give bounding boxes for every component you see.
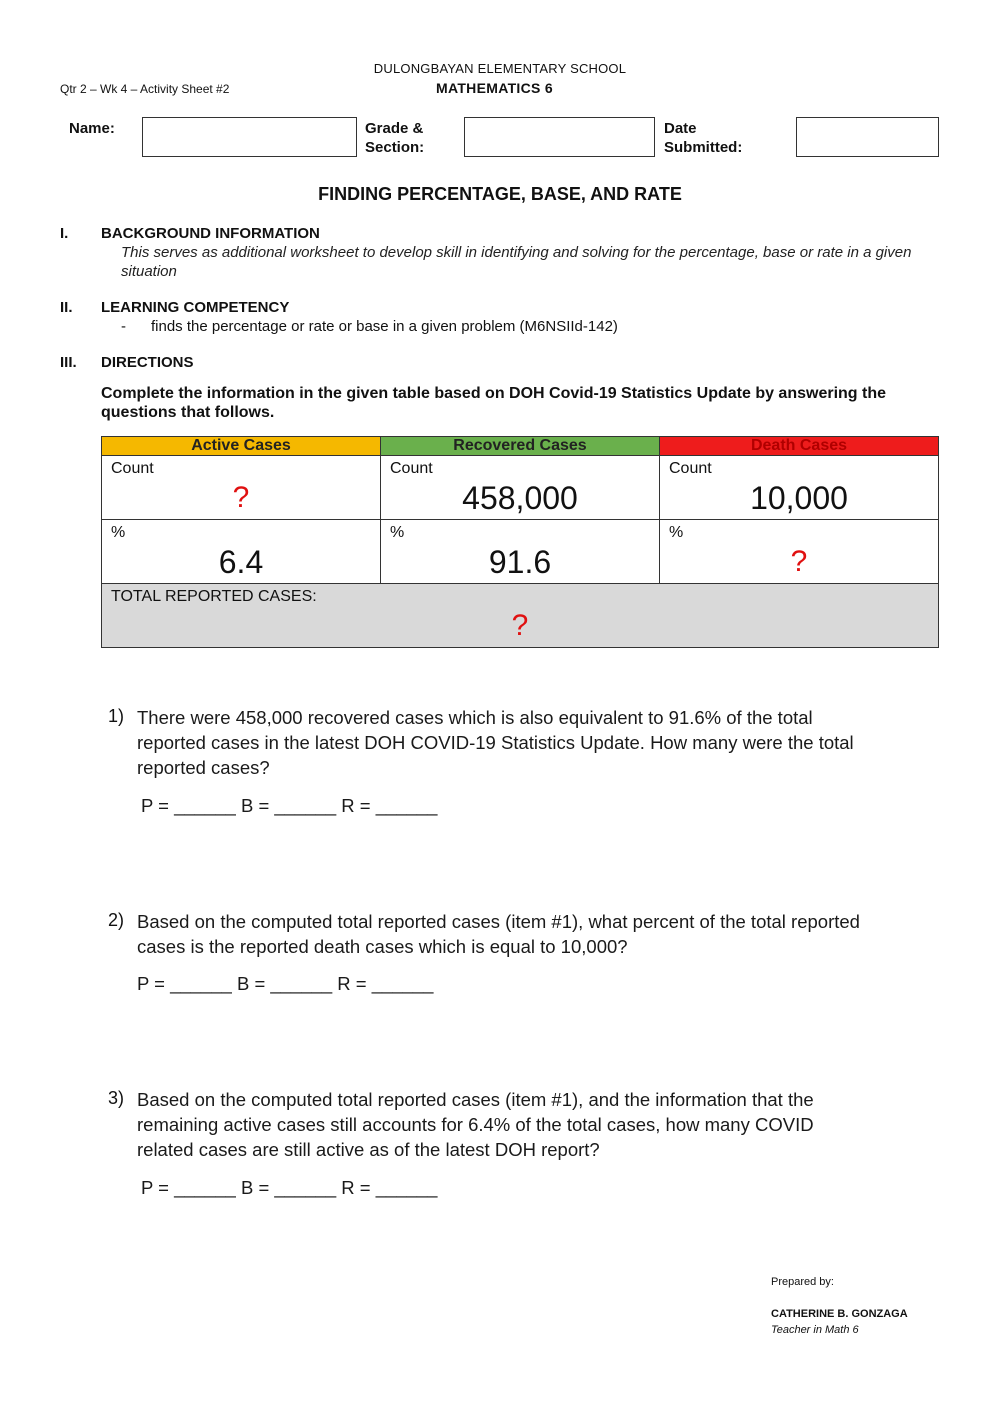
total-reported-cell: [102, 584, 939, 648]
section-2-number: II.: [60, 299, 73, 316]
question-1-line: reported cases in the latest DOH COVID-19 Statistics Update. How many were the total: [137, 732, 854, 753]
grade-section-field[interactable]: [464, 117, 655, 157]
total-reported-unknown: ?: [511, 609, 529, 642]
section-3-number: III.: [60, 354, 77, 371]
teacher-name: CATHERINE B. GONZAGA: [771, 1308, 908, 1320]
question-1-pbr-blanks[interactable]: P = ______ B = ______ R = ______: [141, 795, 438, 816]
percent-row: [102, 520, 939, 584]
count-label: Count: [390, 460, 433, 477]
active-percent-value: 6.4: [218, 544, 264, 580]
header-active-cases: Active Cases: [102, 437, 381, 456]
date-submitted-field[interactable]: [796, 117, 939, 157]
table-header-row: [102, 437, 939, 456]
section-2-heading: LEARNING COMPETENCY: [101, 299, 290, 316]
section-1-heading: BACKGROUND INFORMATION: [101, 225, 320, 242]
recovered-percent-value: 91.6: [488, 544, 552, 580]
death-count-value: 10,000: [750, 480, 848, 516]
death-percent-cell: [660, 520, 939, 584]
percent-label: %: [111, 524, 126, 541]
name-field[interactable]: [142, 117, 357, 157]
question-3-line: remaining active cases still accounts for 6.4% of the total cases, how many COVID: [137, 1114, 814, 1135]
question-2-line: Based on the computed total reported cases (item #1), what percent of the total reported: [137, 911, 860, 932]
directions-instruction: Complete the information in the given table based on DOH Covid-19 Statistics Update by answering the questions that follows.: [101, 385, 887, 421]
activity-sheet-label: Qtr 2 – Wk 4 – Activity Sheet #2: [60, 82, 230, 96]
active-count-unknown: ?: [232, 481, 250, 514]
question-2-line: cases is the reported death cases which is equal to 10,000?: [137, 936, 628, 957]
date-submitted-label: [664, 119, 742, 157]
total-reported-label: TOTAL REPORTED CASES:: [111, 588, 317, 605]
name-label: Name:: [69, 120, 115, 137]
active-percent-cell: [102, 520, 381, 584]
recovered-percent-cell: [381, 520, 660, 584]
header-death-cases: Death Cases: [660, 437, 939, 456]
prepared-by-label: Prepared by:: [771, 1276, 834, 1288]
bullet-dash: -: [121, 318, 126, 335]
section-3-heading: DIRECTIONS: [101, 354, 194, 371]
question-1-line: reported cases?: [137, 757, 270, 778]
count-row: [102, 456, 939, 520]
question-3-line: Based on the computed total reported cases (item #1), and the information that the: [137, 1089, 814, 1110]
question-2-number: 2): [108, 910, 125, 930]
section-2-text: finds the percentage or rate or base in a given problem (M6NSIId-142): [151, 318, 618, 335]
question-1-text: [137, 705, 947, 780]
header-recovered-cases: Recovered Cases: [381, 437, 660, 456]
recovered-count-cell: [381, 456, 660, 520]
death-count-cell: [660, 456, 939, 520]
section-1-text: This serves as additional worksheet to develop skill in identifying and solving for the percentage, base or rate in a given situation: [121, 244, 912, 280]
question-3-line: related cases are still active as of the latest DOH report?: [137, 1139, 600, 1160]
total-row: [102, 584, 939, 648]
date-label-line1: Date: [664, 120, 697, 137]
grade-section-label: [365, 119, 424, 157]
grade-label-line1: Grade &: [365, 120, 424, 137]
count-label: Count: [111, 460, 154, 477]
question-1-line: There were 458,000 recovered cases which is also equivalent to 91.6% of the total: [137, 707, 813, 728]
question-3-pbr-blanks[interactable]: P = ______ B = ______ R = ______: [141, 1177, 438, 1198]
question-2-pbr-blanks[interactable]: P = ______ B = ______ R = ______: [137, 973, 434, 994]
active-count-cell: [102, 456, 381, 520]
worksheet-title: FINDING PERCENTAGE, BASE, AND RATE: [318, 184, 682, 204]
section-1-number: I.: [60, 225, 69, 242]
count-label: Count: [669, 460, 712, 477]
question-3-number: 3): [108, 1088, 125, 1108]
percent-label: %: [669, 524, 684, 541]
grade-label-line2: Section:: [365, 139, 425, 156]
recovered-count-value: 458,000: [462, 480, 578, 516]
question-3-text: [137, 1087, 947, 1162]
date-label-line2: Submitted:: [664, 139, 743, 156]
covid-stats-table: [101, 436, 939, 648]
teacher-role: Teacher in Math 6: [771, 1324, 859, 1336]
question-1-number: 1): [108, 706, 125, 726]
death-percent-unknown: ?: [790, 545, 808, 578]
school-name: DULONGBAYAN ELEMENTARY SCHOOL: [373, 61, 627, 76]
subject-title: MATHEMATICS 6: [436, 80, 553, 96]
question-2-text: [137, 909, 947, 959]
percent-label: %: [390, 524, 405, 541]
